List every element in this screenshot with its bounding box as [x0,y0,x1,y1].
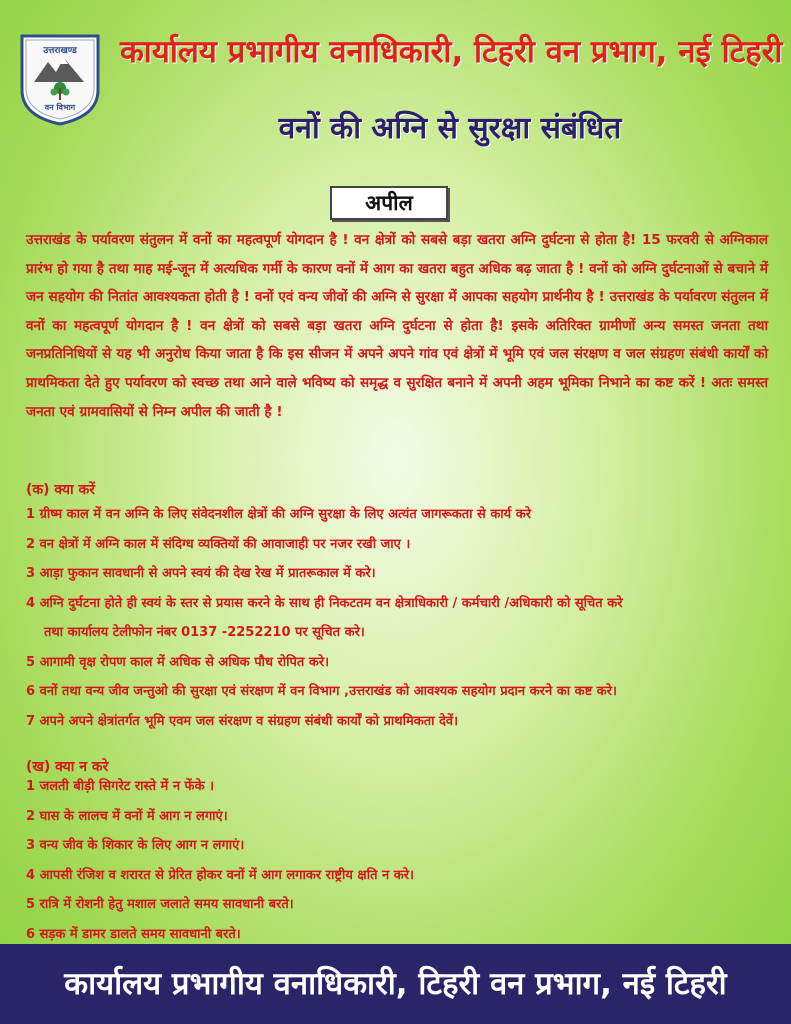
list-item-continuation: तथा कार्यालय टेलीफोन नंबर 0137 -2252210 पर सूचित करे। [44,625,365,640]
logo-top-text: उत्तराखण्ड [43,46,77,56]
list-item [26,618,776,648]
list-item: 1 ग्रीष्म काल में वन अग्नि के लिए संवेदनशील क्षेत्रों की अग्नि सुरक्षा के लिए अत्यंत जागरूकता से कार्य करे [26,507,532,522]
list-item: 4 आपसी रंजिश व शरारत से प्रेरित होकर वनों में आग लगाकर राष्ट्रीय क्षति न करे। [26,867,414,883]
footer-banner: कार्यालय प्रभागीय वनाधिकारी, टिहरी वन प्रभाग, नई टिहरी [0,944,791,1024]
list-item: 5 रात्रि में रोशनी हेतु मशाल जलाते समय सावधानी बरते। [26,897,294,912]
page-subtitle: वनों की अग्नि से सुरक्षा संबंधित [278,111,622,146]
list-item: 4 अग्नि दुर्घटना होते ही स्वयं के स्तर से प्रयास करने के साथ ही निकटतम वन क्षेत्राधिकारी / कर्मचारी /अधिकारी को सूचित करे [26,595,623,611]
list-item: 3 आड़ा फुकान सावधानी से अपने स्वयं की देख रेख में प्रातरूकाल में करे। [26,566,376,581]
uttarakhand-forest-logo [14,30,106,126]
dos-list [26,500,776,736]
list-item: 3 वन्य जीव के शिकार के लिए आग न लगाएं। [26,838,245,853]
donts-list [26,772,776,949]
donts-heading: (ख) क्या न करे [26,759,109,775]
list-item: 2 वन क्षेत्रों में अग्नि काल में संदिग्ध व्यक्तियों की आवाजाही पर नजर रखी जाए । [26,536,411,552]
list-item: 6 वनों तथा वन्य जीव जन्तुओ की सुरक्षा एवं संरक्षण में वन विभाग ,उत्तराखंड को आवश्यक सहयोग प्रदान करने का कष्ट करे। [26,684,617,699]
appeal-heading: अपील [330,186,448,220]
page-title: कार्यालय प्रभागीय वनाधिकारी, टिहरी वन प्रभाग, नई टिहरी [120,34,783,70]
mountain-tree-emblem-icon [14,30,106,126]
list-item: 5 आगामी वृक्ष रोपण काल में अधिक से अधिक पौध रोपित करे। [26,654,330,670]
dos-heading: (क) क्या करें [26,482,96,498]
list-item: 1 जलती बीड़ी सिगरेट रास्ते में न फेंके । [26,779,215,794]
list-item: 6 सड़क में डामर डालते समय सावधानी बरते। [26,926,241,942]
list-item: 2 घास के लालच में वनों में आग न लगाएं। [26,808,228,824]
logo-bottom-text: वन विभाग [44,103,76,112]
list-item: 7 अपने अपने क्षेत्रांतर्गत भूमि एवम जल संरक्षण व संग्रहण संबंधी कार्यों को प्राथमिकता देवें। [26,713,459,729]
appeal-paragraph: उत्तराखंड के पर्यावरण संतुलन में वनों का महत्वपूर्ण योगदान है ! वन क्षेत्रों को सबसे बड़ा खतरा अग्नि दुर्घटना से होता है! 15 फरवरी से अग्निकाल प्रारंभ हो गया है तथा माह मई-जून में अत्यधिक गर्मी के कारण वनों में आग का खतरा बहुत अधिक बढ़ जाता है ! वनों को अग्नि दुर्घटनाओं से बचाने में जन सहयोग की नितांत आवश्यकता होती है ! वनों एवं वन्य जीवों की अग्नि से सुरक्षा में आपका सहयोग प्रार्थनीय है ! उत्तराखंड के पर्यावरण संतुलन में वनों का महत्वपूर्ण योगदान है ! वन क्षेत्रों को सबसे बड़ा खतरा अग्नि दुर्घटना से होता है! इसके अतिरिक्त ग्रामीणों अन्य समस्त जनता तथा जनप्रतिनिधियों से यह भी अनुरोध किया जाता है कि इस सीजन में अपने अपने गांव एवं क्षेत्रों में भूमि एवं जल संरक्षण व जल संग्रहण संबंधी कार्यों को प्राथमिकता देते हुए पर्यावरण को स्वच्छ तथा आने वाले भविष्य को समृद्ध व सुरक्षित बनाने में अपनी अहम भूमिका निभाने का कष्ट करें ! अतः समस्त जनता एवं ग्रामवासियों से निम्न अपील की जाती है ! [26,232,768,420]
